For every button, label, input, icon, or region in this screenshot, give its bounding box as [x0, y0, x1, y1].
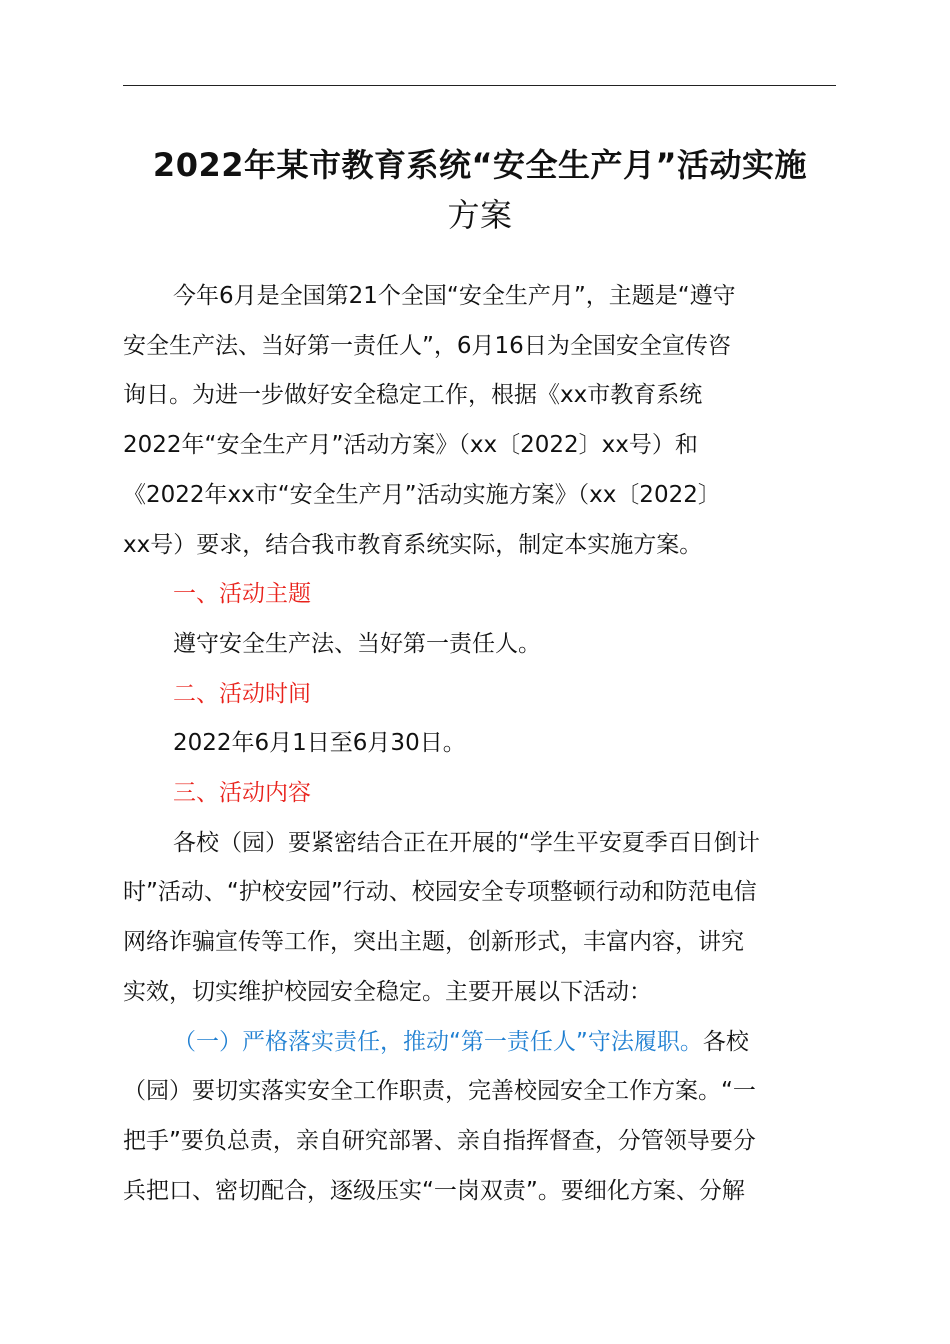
- intro-line: 询日。为进一步做好安全稳定工作，根据《xx市教育系统: [123, 382, 703, 409]
- item1-paragraph: [123, 1018, 836, 1217]
- section-text-theme: 遵守安全生产法、当好第一责任人。: [173, 630, 541, 657]
- document-body: [123, 272, 836, 1216]
- document-title: [110, 140, 850, 240]
- intro-line: 今年6月是全国第21个全国“安全生产月”，主题是“遵守: [173, 283, 736, 309]
- item1-line: （园）要切实落实安全工作职责，完善校园安全工作方案。“一: [123, 1078, 756, 1105]
- intro-paragraph: [123, 272, 836, 570]
- content-paragraph: [123, 819, 836, 1018]
- item1-first-line-rest: 各校: [702, 1028, 749, 1055]
- section-heading-content: 三、活动内容: [173, 780, 311, 807]
- item1-subheading: （一）严格落实责任，推动“第一责任人”守法履职。: [173, 1028, 703, 1055]
- intro-line: 《2022年xx市“安全生产月”活动实施方案》（xx〔2022〕: [123, 481, 721, 508]
- item1-line: 把手”要负总责，亲自研究部署、亲自指挥督查，分管领导要分: [123, 1127, 756, 1154]
- content-line: 时”活动、“护校安园”行动、校园安全专项整顿行动和防范电信: [123, 879, 757, 906]
- intro-line: xx号）要求，结合我市教育系统实际，制定本实施方案。: [123, 531, 703, 558]
- title-line-1: 2022年某市教育系统“安全生产月”活动实施: [152, 146, 808, 184]
- intro-line: 2022年“安全生产月”活动方案》（xx〔2022〕xx号）和: [123, 432, 698, 459]
- intro-line: 安全生产法、当好第一责任人”，6月16日为全国安全宣传咨: [123, 332, 731, 359]
- header-rule: [123, 85, 836, 86]
- item1-line: 兵把口、密切配合，逐级压实“一岗双责”。要细化方案、分解: [123, 1177, 745, 1204]
- item1-first-line: [123, 1018, 836, 1068]
- content-line: 各校（园）要紧密结合正在开展的“学生平安夏季百日倒计: [173, 829, 760, 856]
- content-line: 实效，切实维护校园安全稳定。主要开展以下活动：: [123, 978, 652, 1005]
- section-heading-theme: 一、活动主题: [173, 581, 311, 608]
- section-text-time: 2022年6月1日至6月30日。: [173, 730, 466, 757]
- content-line: 网络诈骗宣传等工作，突出主题，创新形式，丰富内容，讲究: [123, 929, 744, 956]
- section-heading-time: 二、活动时间: [173, 680, 311, 707]
- title-line-2: 方案: [447, 196, 513, 234]
